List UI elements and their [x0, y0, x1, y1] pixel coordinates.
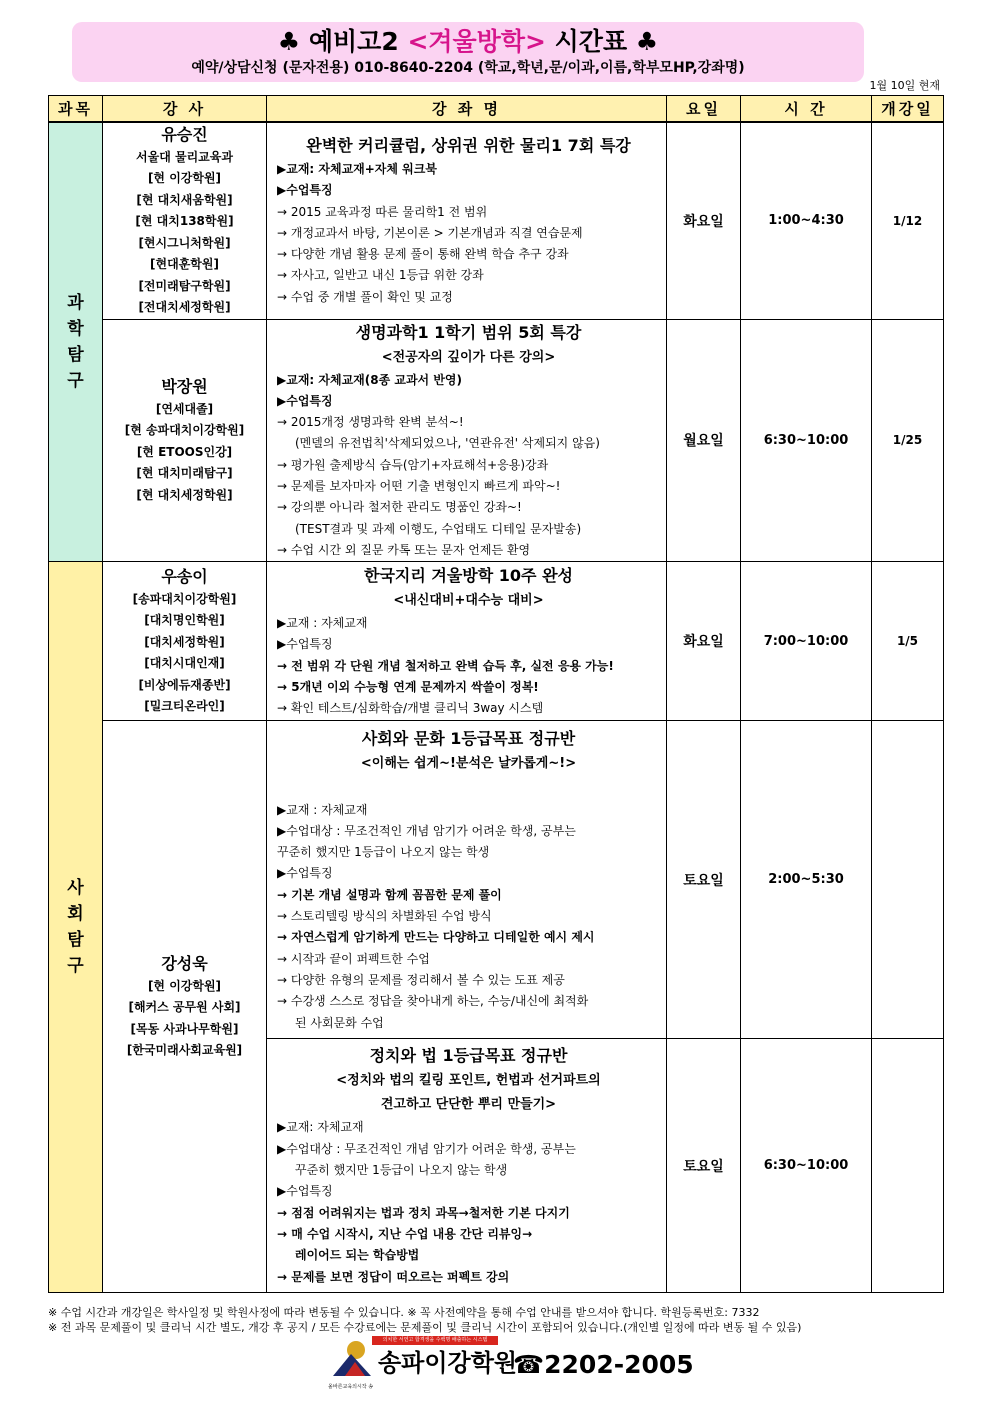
footnote: ※ 전 과목 문제풀이 및 클리닉 시간 별도, 개강 후 공지 / 모든 수강료에는 문제풀이 및 클리닉 시간이 포함되어 있습니다.(개인별 일정에 따라 변동 될 수 있음) [48, 1321, 802, 1334]
table-row [49, 562, 944, 721]
course-line: ▶수업특징 [277, 637, 333, 652]
credential: [밀크티온라인] [144, 699, 225, 714]
course-day: 월요일 [667, 319, 741, 562]
credential: [현 이강학원] [147, 978, 222, 993]
contact-line: 예약/상담신청 (문자전용) 010-8640-2204 (학교,학년,문/이과,이름,학부모HP,강좌명) [191, 60, 745, 76]
course-line: → 다양한 개념 활용 문제 풀이 통해 완벽 학습 추구 강좌 [277, 247, 569, 262]
course-subtitle: 견고하고 단단한 뿌리 만들기> [380, 1097, 557, 1113]
credential: [현시그니처학원] [138, 235, 231, 250]
course-cell [267, 1039, 667, 1293]
course-line: (TEST결과 및 과제 이행도, 수업태도 디테일 문자발송) [295, 521, 582, 536]
course-day: 화요일 [667, 562, 741, 721]
credential: [한국미래사회교육원] [126, 1043, 243, 1058]
course-line: ▶교재 : 자체교재 [277, 615, 368, 630]
credential: [연세대졸] [155, 401, 214, 416]
course-start [872, 721, 944, 1039]
instructor-name: 박장원 [161, 376, 208, 396]
course-day: 토요일 [667, 1039, 741, 1293]
course-line: ▶수업특징 [277, 1184, 333, 1199]
header-instructor: 강 사 [103, 96, 267, 122]
course-line: 꾸준히 했지만 1등급이 나오지 않는 학생 [295, 1163, 508, 1178]
logo-caption: 올바른교육의시작 송 [328, 1384, 374, 1390]
course-line: → 자사고, 일반고 내신 1등급 위한 강좌 [277, 268, 484, 283]
credential: [대치시대인재] [144, 656, 225, 671]
academy-phone: ☎2202-2005 [513, 1350, 694, 1379]
academy-logo-icon [331, 1340, 373, 1382]
course-line: ▶교재 : 자체교재 [277, 802, 368, 817]
course-line: ▶수업특징 [277, 393, 333, 408]
course-line: ▶수업대상 : 무조건적인 개념 암기가 어려운 학생, 공부는 [277, 1141, 576, 1156]
credential: [현 대치138학원] [135, 214, 234, 228]
course-title: 사회와 문화 1등급목표 정규반 [361, 728, 576, 748]
footnotes [48, 1305, 948, 1335]
credential: [현 대치미래탐구] [136, 466, 233, 481]
course-time: 2:00~5:30 [741, 721, 872, 1039]
course-line: → 점점 어려워지는 법과 정치 과목→철저한 기본 다지기 [277, 1205, 570, 1220]
course-time: 7:00~10:00 [741, 562, 872, 721]
course-line: → 2015 교육과정 따른 물리학1 전 범위 [277, 204, 488, 219]
course-line: → 문제를 보자마자 어떤 기출 변형인지 빠르게 파악~! [277, 478, 561, 493]
course-line: → 스토리텔링 방식의 차별화된 수업 방식 [277, 909, 492, 924]
instructor-cell [103, 562, 267, 721]
header-start: 개강일 [872, 96, 944, 122]
credential: [전미래탐구학원] [138, 278, 231, 293]
header-subject: 과목 [49, 96, 103, 122]
course-line: → 확인 테스트/심화학습/개별 클리닉 3way 시스템 [277, 701, 544, 716]
course-time: 6:30~10:00 [741, 319, 872, 562]
course-cell [267, 122, 667, 320]
credential: [전대치세정학원] [138, 300, 231, 314]
table-row [49, 319, 944, 562]
header-course: 강 좌 명 [267, 96, 667, 122]
credential: [비상에듀재종반] [138, 677, 231, 692]
title-accent: <겨울방학> [407, 27, 546, 56]
course-line: → 강의뿐 아니라 철저한 관리도 명품인 강좌~! [277, 500, 522, 515]
title-banner [72, 22, 864, 82]
course-start [872, 1039, 944, 1293]
course-line: ▶교재: 자체교재(8종 교과서 반영) [277, 372, 462, 387]
course-line: → 전 범위 각 단원 개념 철저하고 완벽 습득 후, 실전 응용 가능! [277, 658, 614, 673]
as-of-date: 1월 10일 현재 [869, 79, 940, 92]
course-line: → 5개년 이외 수능형 연계 문제까지 싹쓸이 정복! [277, 679, 539, 694]
course-start: 1/12 [872, 122, 944, 320]
instructor-cell [103, 319, 267, 562]
credential: [현 대치세정학원] [136, 487, 233, 502]
course-line: 꾸준히 했지만 1등급이 나오지 않는 학생 [277, 845, 490, 860]
course-line: ▶교재: 자체교재+자체 워크북 [277, 161, 437, 176]
instructor-name: 우송이 [161, 566, 208, 586]
course-line: 된 사회문화 수업 [295, 1015, 384, 1030]
course-subtitle: <전공자의 깊이가 다른 강의> [381, 349, 556, 365]
instructor-name: 유승진 [161, 124, 208, 144]
course-line: → 문제를 보면 정답이 떠오르는 퍼펙트 강의 [277, 1269, 510, 1284]
instructor-name: 강성욱 [161, 953, 208, 973]
course-line: ▶수업특징 [277, 183, 333, 198]
course-line: → 매 수업 시작시, 지난 수업 내용 간단 리뷰잉→ [277, 1226, 533, 1241]
course-day: 화요일 [667, 122, 741, 320]
course-line: → 수업 중 개별 풀이 확인 및 교정 [277, 289, 453, 304]
subject-social: 사 회 탐 구 [49, 562, 103, 1293]
course-line: → 다양한 유형의 문제를 정리해서 볼 수 있는 도표 제공 [277, 972, 565, 987]
course-subtitle: <정치와 법의 킬링 포인트, 헌법과 선거파트의 [336, 1073, 601, 1089]
course-line: → 2015개정 생명과학 완벽 분석~! [277, 415, 464, 430]
header-time: 시 간 [741, 96, 872, 122]
course-start: 1/5 [872, 562, 944, 721]
course-title: 정치와 법 1등급목표 정규반 [369, 1046, 568, 1066]
course-cell [267, 319, 667, 562]
course-line: (멘델의 유전법칙'삭제되었으나, '연관유전' 삭제되지 않음) [295, 436, 600, 451]
course-line: ▶교재: 자체교재 [277, 1120, 364, 1135]
instructor-cell [103, 122, 267, 320]
course-day: 토요일 [667, 721, 741, 1039]
course-time: 1:00~4:30 [741, 122, 872, 320]
course-line: → 평가원 출제방식 습득(암기+자료해석+응용)강좌 [277, 457, 549, 472]
credential: [목동 사과나무학원] [130, 1021, 239, 1036]
course-subtitle: <이해는 쉽게~!분석은 날카롭게~!> [360, 755, 577, 771]
course-cell [267, 562, 667, 721]
course-line: → 기본 개념 설명과 함께 꼼꼼한 문제 풀이 [277, 887, 502, 902]
credential: [현대훈학원] [150, 257, 219, 271]
course-title: 한국지리 겨울방학 10주 완성 [364, 565, 573, 585]
credential: [대치세정학원] [144, 634, 225, 649]
academy-name: 송파이강학원 [378, 1349, 518, 1377]
course-subtitle: <내신대비+대수능 대비> [393, 592, 544, 608]
table-row [49, 721, 944, 1039]
credential: [송파대치이강학원] [132, 591, 237, 606]
course-line: ▶수업대상 : 무조건적인 개념 암기가 어려운 학생, 공부는 [277, 823, 576, 838]
credential: [현 ETOOS인강] [136, 444, 233, 459]
course-time: 6:30~10:00 [741, 1039, 872, 1293]
course-line: 레이어드 되는 학습방법 [295, 1248, 420, 1263]
course-line: → 시작과 끝이 퍼펙트한 수업 [277, 951, 430, 966]
course-line: ▶수업특징 [277, 866, 333, 881]
course-cell [267, 721, 667, 1039]
page-title: ♣ 예비고2 <겨울방학> 시간표 ♣ [277, 27, 659, 56]
credential: [대치명인학원] [144, 613, 225, 628]
instructor-cell [103, 721, 267, 1293]
footnote: ※ 수업 시간과 개강일은 학사일정 및 학원사정에 따라 변동될 수 있습니다. ※ 꼭 사전예약을 통해 수업 안내를 받으셔야 합니다. 학원등록번호: 7332 [48, 1306, 760, 1319]
slogan-ribbon: 의치한 서연고 합격생을 수백명 배출하는 시스템 [372, 1336, 498, 1345]
course-start: 1/25 [872, 319, 944, 562]
credential: [현 송파대치이강학원] [124, 423, 245, 438]
table-row [49, 122, 944, 320]
schedule-table [48, 95, 944, 1293]
table-header-row [49, 96, 944, 122]
credential: [해커스 공무원 사회] [128, 1000, 241, 1015]
subject-science: 과 학 탐 구 [49, 122, 103, 562]
course-line: → 개정교과서 바탕, 기본이론 > 기본개념과 직결 연습문제 [277, 225, 583, 240]
course-line: → 자연스럽게 암기하게 만드는 다양하고 디테일한 예시 제시 [277, 930, 595, 945]
header-day: 요일 [667, 96, 741, 122]
course-line: → 수강생 스스로 정답을 찾아내게 하는, 수능/내신에 최적화 [277, 994, 589, 1009]
course-title: 완벽한 커리큘럼, 상위권 위한 물리1 7회 특강 [306, 135, 631, 155]
credential: [현 이강학원] [147, 171, 222, 185]
course-line: → 수업 시간 외 질문 카톡 또는 문자 언제든 환영 [277, 542, 531, 557]
credential: [현 대치새움학원] [136, 192, 233, 207]
credential: 서울대 물리교육과 [136, 149, 233, 164]
course-title: 생명과학1 1학기 범위 5회 특강 [355, 322, 582, 342]
